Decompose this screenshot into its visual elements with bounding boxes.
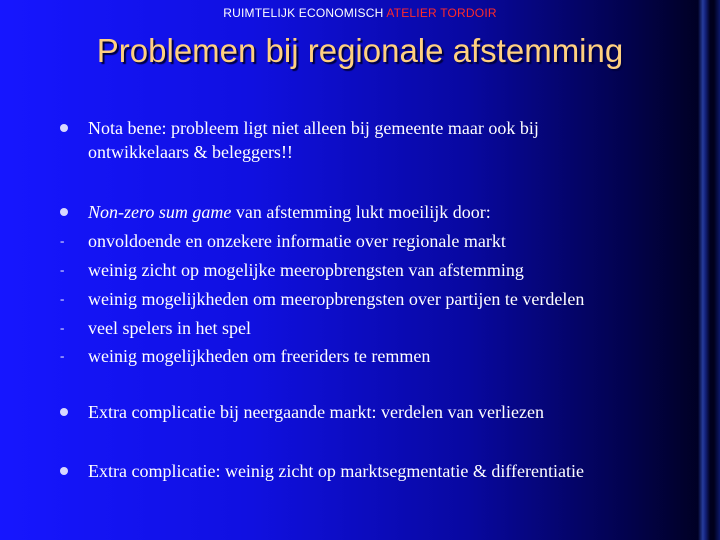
slide-header xyxy=(0,6,720,20)
header-text: RUIMTELIJK ECONOMISCH xyxy=(223,6,387,20)
sub-item xyxy=(60,344,660,368)
bullet-item xyxy=(60,200,660,224)
sub-item-text: onvoldoende en onzekere informatie over regionale markt xyxy=(88,231,506,251)
dash-marker: - xyxy=(60,233,65,248)
bullet-item xyxy=(60,116,660,164)
decorative-edge xyxy=(714,0,720,540)
sub-item xyxy=(60,229,660,253)
slide-title: Problemen bij regionale afstemming xyxy=(96,32,624,69)
bullet-item xyxy=(60,400,660,424)
dash-marker: - xyxy=(60,348,65,363)
dash-marker: - xyxy=(60,262,65,277)
bullet-text xyxy=(88,200,660,224)
dash-marker: - xyxy=(60,291,65,306)
bullet-italic-text: Non-zero sum game xyxy=(88,202,232,222)
sub-item-text: weinig zicht op mogelijke meeropbrengsten van afstemming xyxy=(88,260,524,280)
bullet-icon xyxy=(60,408,68,416)
bullet-text-line1: Nota bene: probleem ligt niet alleen bij gemeente maar ook bij xyxy=(88,118,539,138)
bullet-icon xyxy=(60,467,68,475)
decorative-stripe xyxy=(698,0,710,540)
bullet-item xyxy=(60,459,660,483)
bullet-icon xyxy=(60,124,68,132)
sub-item-text: weinig mogelijkheden om meeropbrengsten over partijen te verdelen xyxy=(88,289,585,309)
header-accent-text: ATELIER TORDOIR xyxy=(386,6,497,20)
sub-item xyxy=(60,316,660,340)
bullet-rest-text: van afstemming lukt moeilijk door: xyxy=(231,202,491,222)
dash-marker: - xyxy=(60,320,65,335)
bullet-icon xyxy=(60,208,68,216)
sub-item-text: veel spelers in het spel xyxy=(88,318,251,338)
bullet-text: Extra complicatie: weinig zicht op marktsegmentatie & differentiatie xyxy=(88,461,584,481)
bullet-text-line2: ontwikkelaars & beleggers!! xyxy=(88,142,293,162)
sub-item xyxy=(60,287,660,311)
sub-item xyxy=(60,258,660,282)
bullet-text: Extra complicatie bij neergaande markt: verdelen van verliezen xyxy=(88,402,544,422)
sub-item-text: weinig mogelijkheden om freeriders te remmen xyxy=(88,346,431,366)
